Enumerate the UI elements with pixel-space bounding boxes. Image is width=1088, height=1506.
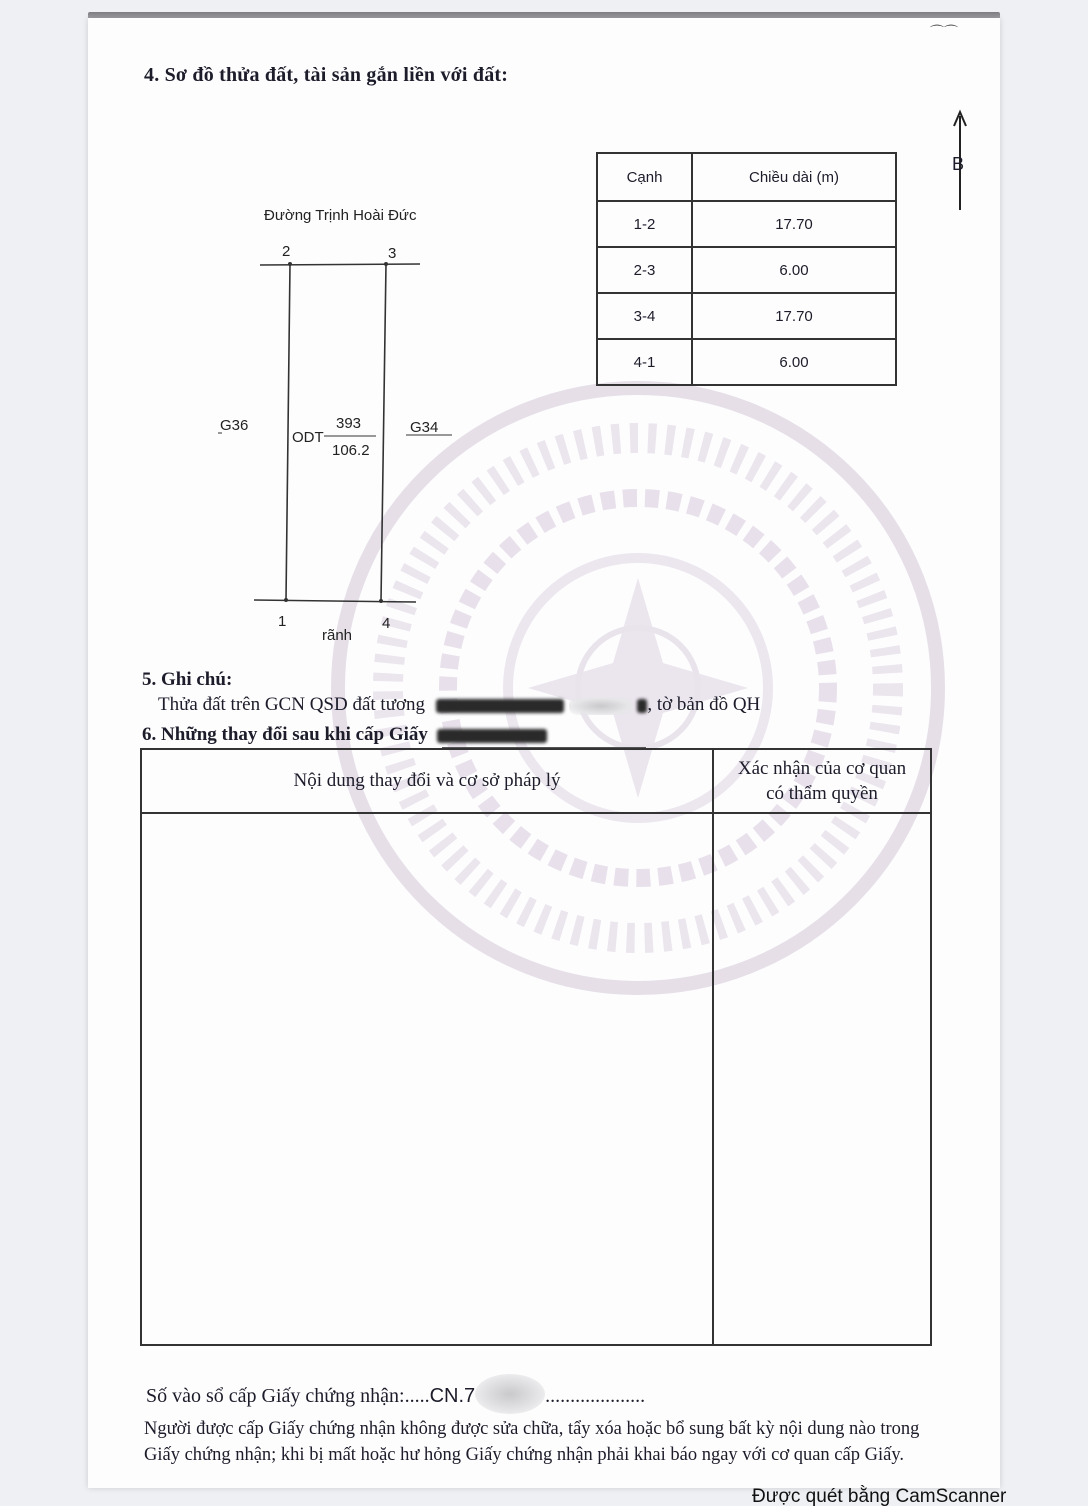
edge-length-table [596, 152, 897, 386]
redacted-blur [475, 1374, 545, 1414]
registration-label: Số vào sổ cấp Giấy chứng nhận:..... [146, 1385, 430, 1407]
table-row [597, 339, 896, 385]
registration-number [146, 1374, 645, 1414]
changes-table [140, 748, 932, 1346]
note-text-start: Thửa đất trên GCN QSD đất tương [158, 694, 426, 715]
redacted-text [437, 729, 547, 743]
table-row [597, 201, 896, 247]
registration-value: CN.7 [429, 1385, 476, 1407]
col-header-edge: Cạnh [597, 153, 692, 201]
parcel-number: 393 [336, 415, 362, 432]
length-cell: 17.70 [692, 293, 896, 339]
corner-mark: ⌒⌒ [930, 25, 958, 41]
section-6-title [142, 724, 547, 746]
parcel-area: 106.2 [332, 442, 370, 459]
edge-1-2 [286, 264, 290, 600]
point-3: 3 [388, 245, 397, 262]
road-label: Đường Trịnh Hoài Đức [264, 207, 417, 224]
edge-cell: 3-4 [597, 293, 692, 339]
col-header-confirmation-line1: Xác nhận của cơ quan [737, 758, 907, 779]
table-row [597, 293, 896, 339]
scanner-watermark: Được quét bằng CamScanner [752, 1486, 1007, 1506]
redacted-text [637, 699, 647, 713]
section-5-note [158, 694, 760, 716]
length-cell: 6.00 [692, 339, 896, 385]
land-type: ODT [292, 429, 324, 446]
column-divider [712, 750, 714, 1344]
edge-cell: 4-1 [597, 339, 692, 385]
registration-dots: .................... [545, 1385, 646, 1407]
point-1: 1 [278, 613, 287, 630]
left-neighbor-label: G36 [220, 417, 249, 434]
right-neighbor-label: G34 [410, 419, 439, 436]
edge-3-4 [381, 264, 386, 601]
road-line [260, 264, 420, 265]
point-4: 4 [382, 615, 391, 632]
ditch-label: rãnh [322, 627, 353, 644]
col-header-content: Nội dung thay đổi và cơ sở pháp lý [293, 770, 561, 791]
edge-cell: 2-3 [597, 247, 692, 293]
certificate-page [88, 18, 1000, 1488]
north-label: B [952, 154, 965, 174]
legal-notice: Người được cấp Giấy chứng nhận không được sửa chữa, tẩy xóa hoặc bổ sung bất kỳ nội dung nào trong Giấy chứng nhận; khi bị mất hoặc hư hỏng Giấy chứng nhận phải khai báo ngay với cơ quan cấp Giấy. [144, 1419, 920, 1465]
ditch-line [254, 600, 416, 602]
section-6-title-text: 6. Những thay đổi sau khi cấp Giấy [142, 724, 428, 745]
section-5-title: 5. Ghi chú: [142, 669, 233, 690]
parcel-diagram [208, 198, 568, 658]
col-header-confirmation-line2: có thẩm quyền [766, 783, 878, 804]
note-text-end: , tờ bản đồ QH [647, 694, 761, 715]
point-2: 2 [282, 243, 291, 260]
length-cell: 6.00 [692, 247, 896, 293]
length-cell: 17.70 [692, 201, 896, 247]
redacted-blur [569, 697, 633, 715]
table-header-row [597, 153, 896, 201]
section-4-title: 4. Sơ đồ thửa đất, tài sản gắn liền với đất: [144, 64, 509, 86]
edge-cell: 1-2 [597, 201, 692, 247]
redacted-text [436, 699, 564, 713]
table-row [597, 247, 896, 293]
col-header-confirmation [714, 756, 930, 806]
col-header-length: Chiều dài (m) [692, 153, 896, 201]
